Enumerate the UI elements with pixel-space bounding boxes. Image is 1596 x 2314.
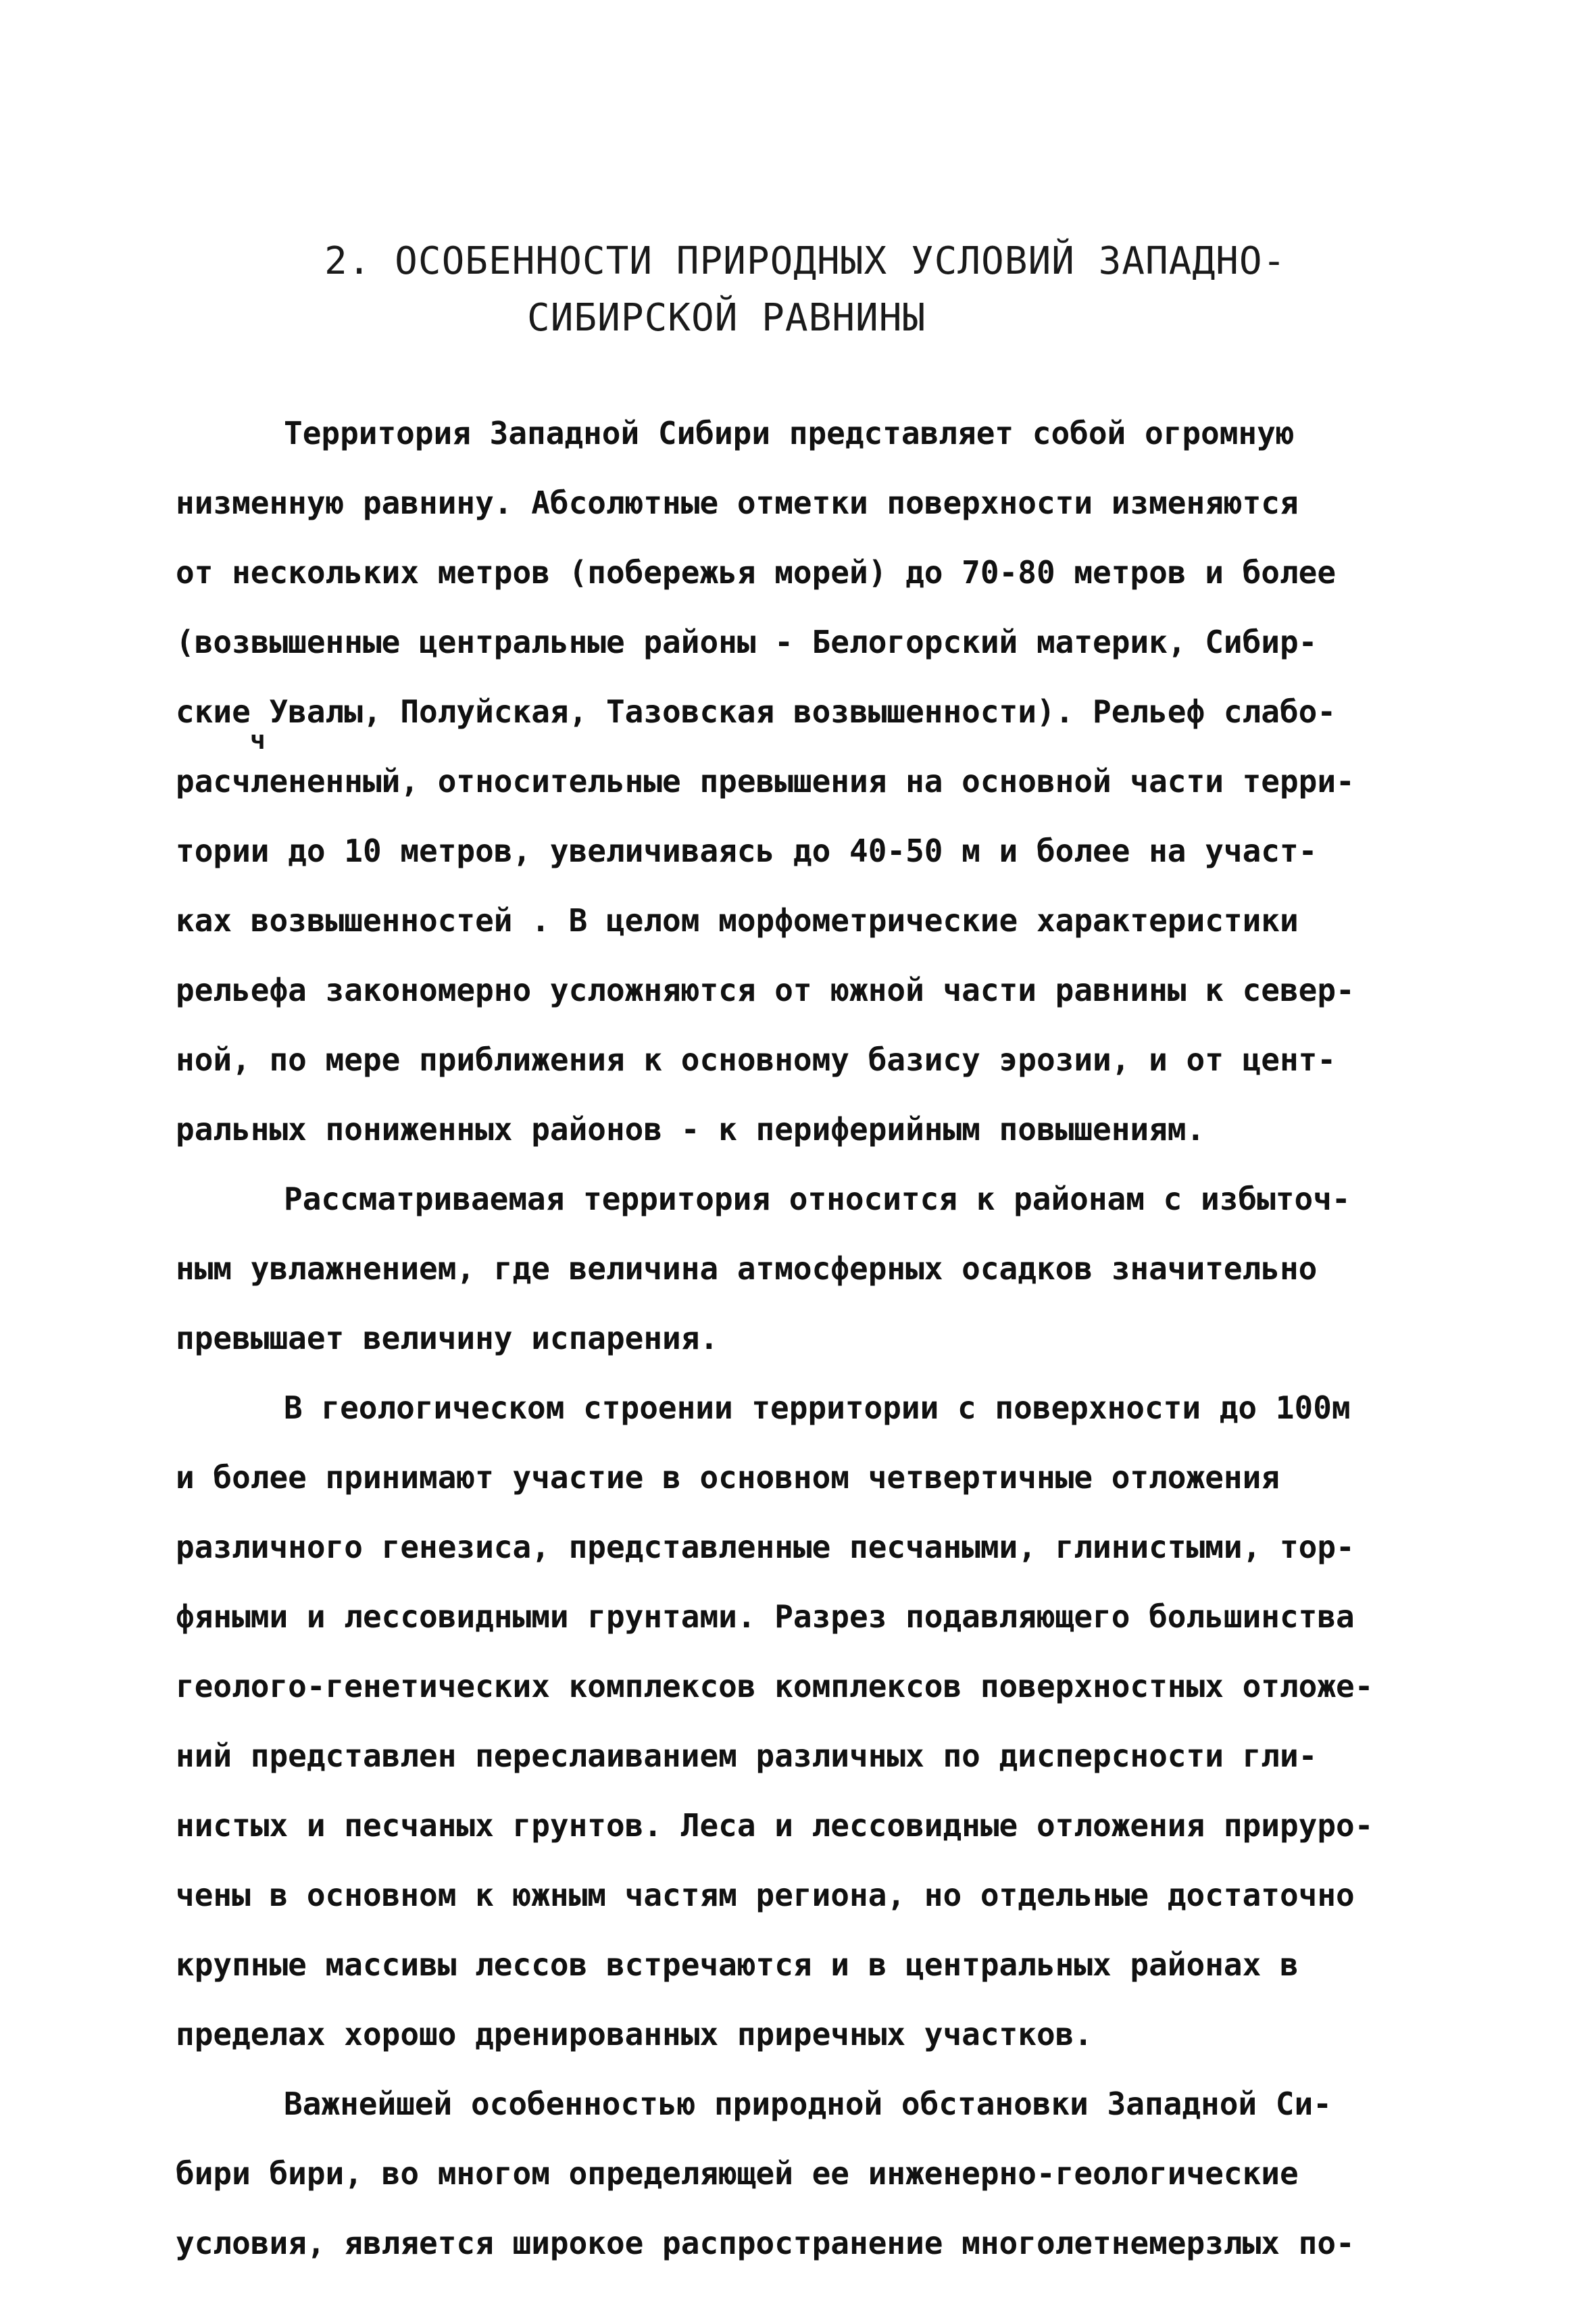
text-line: нистых и песчаных грунтов. Леса и лессовидные отложения прируро- [176, 1807, 1374, 1844]
text-line: Территория Западной Сибири представляет собой огромную [284, 415, 1295, 451]
body-text [176, 399, 1500, 2278]
heading-line-1: 2. ОСОБЕННОСТИ ПРИРОДНЫХ УСЛОВИЙ ЗАПАДНО- [324, 239, 1287, 283]
text-line: условия, является широкое распространение многолетнемерзлых по- [176, 2225, 1355, 2261]
text-line: и более принимают участие в основном четвертичные отложения [176, 1459, 1280, 1496]
text-line: (возвышенные центральные районы - Белогорский материк, Сибир- [176, 624, 1318, 660]
text-line: чены в основном к южным частям региона, но отдельные достаточно [176, 1877, 1355, 1913]
text-line: ках возвышенностей . В целом морфометрические характеристики [176, 902, 1299, 939]
text-line: различного генезиса, представленные песчаными, глинистыми, тор- [176, 1529, 1355, 1565]
text-line: фяными и лессовидными грунтами. Разрез подавляющего большинства [176, 1598, 1355, 1635]
text-line: ральных пониженных районов - к периферийным повышениям. [176, 1111, 1205, 1148]
text-line: В геологическом строении территории с поверхности до 100м [284, 1389, 1351, 1426]
text-line: Рассматриваемая территория относится к районам с избыточ- [284, 1181, 1351, 1217]
text-line: ские Увалы, Полуйская, Тазовская возвышенности). Рельеф слабо- [176, 693, 1337, 730]
text-line: геолого-генетических комплексов комплексов поверхностных отложе- [176, 1668, 1374, 1704]
text-line: расчлененный, относительные превышения на основной части терри- [176, 763, 1355, 799]
section-heading [324, 233, 1338, 347]
text-line: Важнейшей особенностью природной обстановки Западной Си- [284, 2086, 1332, 2122]
heading-line-2: СИБИРСКОЙ РАВНИНЫ [527, 296, 926, 340]
text-line: от нескольких метров (побережья морей) до 70-80 метров и более [176, 554, 1337, 591]
text-line: низменную равнину. Абсолютные отметки поверхности изменяются [176, 485, 1299, 521]
text-line: тории до 10 метров, увеличиваясь до 40-50 м и более на участ- [176, 833, 1318, 869]
text-line: ний представлен переслаиванием различных по дисперсности гли- [176, 1738, 1318, 1774]
text-line: крупные массивы лессов встречаются и в центральных районах в [176, 1946, 1299, 1983]
text-line: ным увлажнением, где величина атмосферных осадков значительно [176, 1250, 1318, 1287]
handwritten-correction: ч [250, 725, 266, 755]
text-line: превышает величину испарения. [176, 1320, 719, 1356]
text-line: бири бири, во многом определяющей ее инженерно-геологические [176, 2155, 1299, 2192]
text-line: пределах хорошо дренированных приречных участков. [176, 2016, 1093, 2052]
text-line: рельефа закономерно усложняются от южной части равнины к север- [176, 972, 1355, 1008]
text-line: ной, по мере приближения к основному базису эрозии, и от цент- [176, 1041, 1337, 1078]
